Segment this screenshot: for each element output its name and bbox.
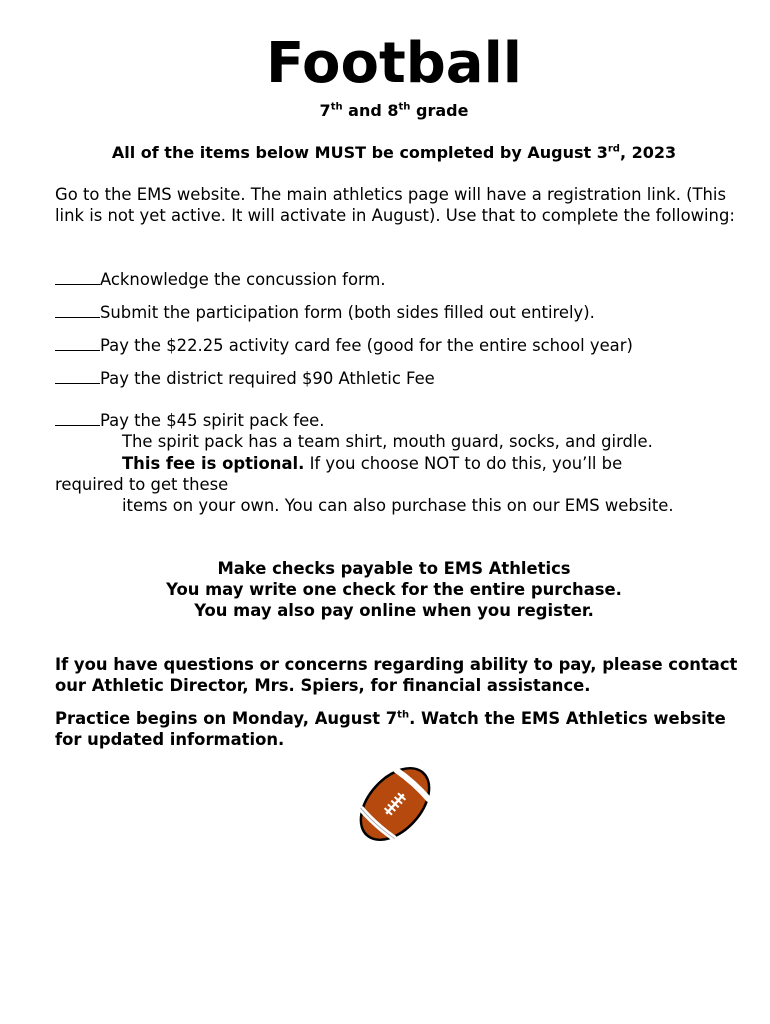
payment-line-1: Make checks payable to EMS Athletics <box>217 559 571 578</box>
deadline-sup: rd <box>607 143 620 155</box>
checklist-item-concussion <box>55 269 755 290</box>
optional-rest-text: If you choose NOT to do this, you’ll be <box>304 454 623 473</box>
checklist-item-activity-fee <box>55 335 755 356</box>
checklist-item-label: Submit the participation form (both sides filled out entirely). <box>100 303 595 322</box>
deadline-year: , 2023 <box>619 143 677 162</box>
payment-line-3: You may also pay online when you register. <box>194 601 594 620</box>
optional-wrap-line: required to get these <box>55 475 229 494</box>
grade-sup-1: th <box>330 101 343 113</box>
football-icon <box>355 765 435 843</box>
grade-text-7: 7 <box>319 101 331 120</box>
practice-sup: th <box>397 709 410 721</box>
check-blank <box>55 411 100 426</box>
grade-text-and-8: and 8 <box>342 101 399 120</box>
practice-paragraph <box>55 708 745 750</box>
check-blank <box>55 369 100 384</box>
checklist-item-label: Pay the $45 spirit pack fee. <box>100 411 325 430</box>
deadline-text: All of the items below MUST be completed by August 3 <box>111 143 608 162</box>
questions-paragraph: If you have questions or concerns regarding ability to pay, please contact our Athletic Director, Mrs. Spiers, for financial assistance. <box>55 655 738 695</box>
optional-last-line: items on your own. You can also purchase this on our EMS website. <box>122 496 674 515</box>
practice-text-after: . Watch the EMS Athletics website for updated information. <box>55 709 726 749</box>
check-blank <box>55 270 100 285</box>
payment-instructions <box>0 558 770 621</box>
page-title: Football <box>266 31 522 96</box>
grade-subtitle <box>0 100 770 122</box>
intro-paragraph: Go to the EMS website. The main athletics page will have a registration link. (This link is not yet active. It will activate in August). Use that to complete the following: <box>55 185 735 225</box>
check-blank <box>55 336 100 351</box>
checklist-item-spirit-pack <box>55 410 755 431</box>
checklist-item-athletic-fee <box>55 368 755 389</box>
checklist-item-label: Pay the district required $90 Athletic Fee <box>100 369 435 388</box>
checklist-item-label: Pay the $22.25 activity card fee (good for the entire school year) <box>100 336 633 355</box>
optional-bold-text: This fee is optional. <box>122 454 305 473</box>
checklist-item-label: Acknowledge the concussion form. <box>100 270 386 289</box>
grade-text-word: grade <box>410 101 469 120</box>
practice-text-before: Practice begins on Monday, August 7 <box>55 709 398 728</box>
grade-sup-2: th <box>398 101 411 113</box>
checklist-item-participation <box>55 302 755 323</box>
payment-line-2: You may write one check for the entire purchase. <box>166 580 622 599</box>
deadline-heading <box>0 142 770 164</box>
optional-note <box>122 453 622 474</box>
check-blank <box>55 303 100 318</box>
spirit-pack-detail: The spirit pack has a team shirt, mouth guard, socks, and girdle. <box>122 432 653 451</box>
